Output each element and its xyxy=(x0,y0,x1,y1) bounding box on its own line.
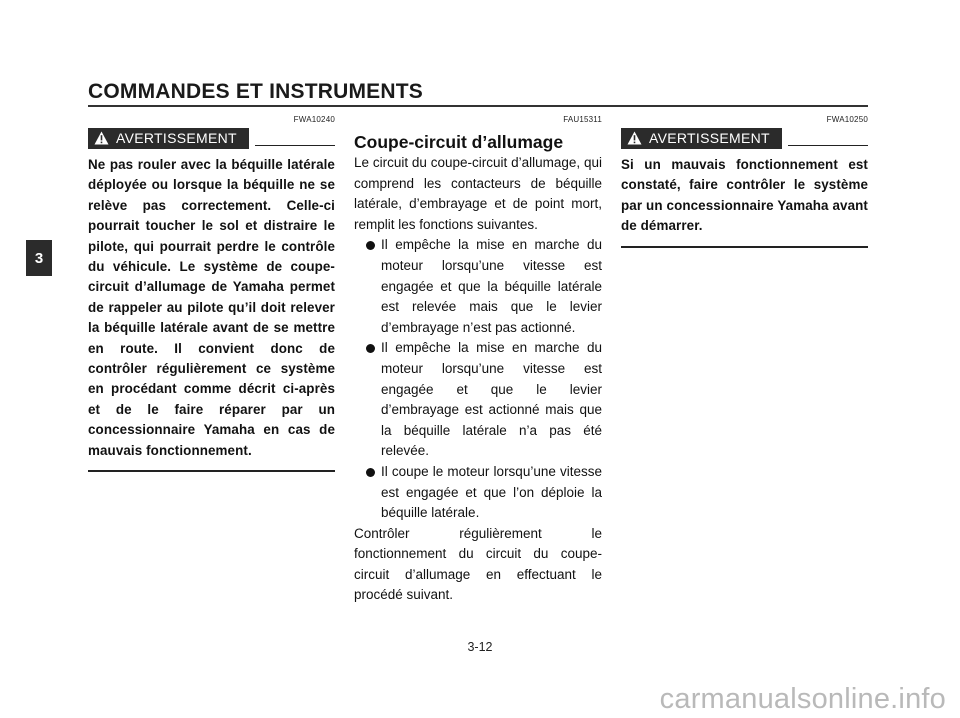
warning-header xyxy=(621,127,868,149)
function-list xyxy=(354,235,602,523)
warning-badge xyxy=(88,128,249,149)
warning-triangle-icon xyxy=(627,131,642,145)
right-column xyxy=(621,115,868,248)
page-title: COMMANDES ET INSTRUMENTS xyxy=(88,80,423,103)
header-rule xyxy=(88,105,868,107)
warning-text: Ne pas rouler avec la béquille latérale déployée ou lorsque la béquille ne se relève pas correctement. Celle-ci pourrait toucher le sol et distraire le pilote, qui pourrait perdre le contrôle du véhicule. Le système de coupe-circuit d’allumage de Yamaha permet de rappeler au pilote qu’il doit relever la béquille latérale avant de se mettre en route. Il convient donc de contrôler régulièrement ce système en procédant comme décrit ci-après et de le faire réparer par un concessionnaire Yamaha en cas de mauvais fonctionnement. xyxy=(88,157,335,458)
warning-end-rule xyxy=(621,246,868,248)
chapter-tab: 3 xyxy=(26,240,52,276)
left-column xyxy=(88,115,335,472)
warning-badge xyxy=(621,128,782,149)
warning-header-rule xyxy=(255,145,335,146)
section-title: Coupe-circuit d’allumage xyxy=(354,132,564,152)
warning-badge-label: AVERTISSEMENT xyxy=(116,130,237,146)
warning-triangle-icon xyxy=(94,131,109,145)
warning-code: FWA10240 xyxy=(293,115,335,124)
warning-end-rule xyxy=(88,470,335,472)
list-item: Il empêche la mise en marche du moteur lorsqu’une vitesse est engagée et que la béquille latérale est relevée mais que le levier d’embrayage n’est pas actionné. xyxy=(354,235,602,338)
list-item: Il coupe le moteur lorsqu’une vitesse est engagée et que l’on déploie la béquille latérale. xyxy=(354,462,602,524)
page-number: 3-12 xyxy=(467,640,493,654)
section-outro: Contrôler régulièrement le fonctionnement du circuit du coupe-circuit d’allumage en effectuant le procédé suivant. xyxy=(354,525,602,603)
warning-text: Si un mauvais fonctionnement est constaté, faire contrôler le système par un concessionnaire Yamaha avant de démarrer. xyxy=(621,157,868,234)
section-code: FAU15311 xyxy=(563,115,602,124)
warning-header xyxy=(88,127,335,149)
warning-header-rule xyxy=(788,145,868,146)
warning-code: FWA10250 xyxy=(826,115,868,124)
middle-column xyxy=(354,115,602,606)
warning-badge-label: AVERTISSEMENT xyxy=(649,130,770,146)
watermark: carmanualsonline.info xyxy=(659,683,946,715)
list-item: Il empêche la mise en marche du moteur lorsqu’une vitesse est engagée et que le levier d’embrayage est actionné mais que la béquille latérale n’a pas été relevée. xyxy=(354,338,602,462)
section-intro: Le circuit du coupe-circuit d’allumage, qui comprend les contacteurs de béquille latérale, d’embrayage et de point mort, remplit les fonctions suivantes. xyxy=(354,155,602,232)
